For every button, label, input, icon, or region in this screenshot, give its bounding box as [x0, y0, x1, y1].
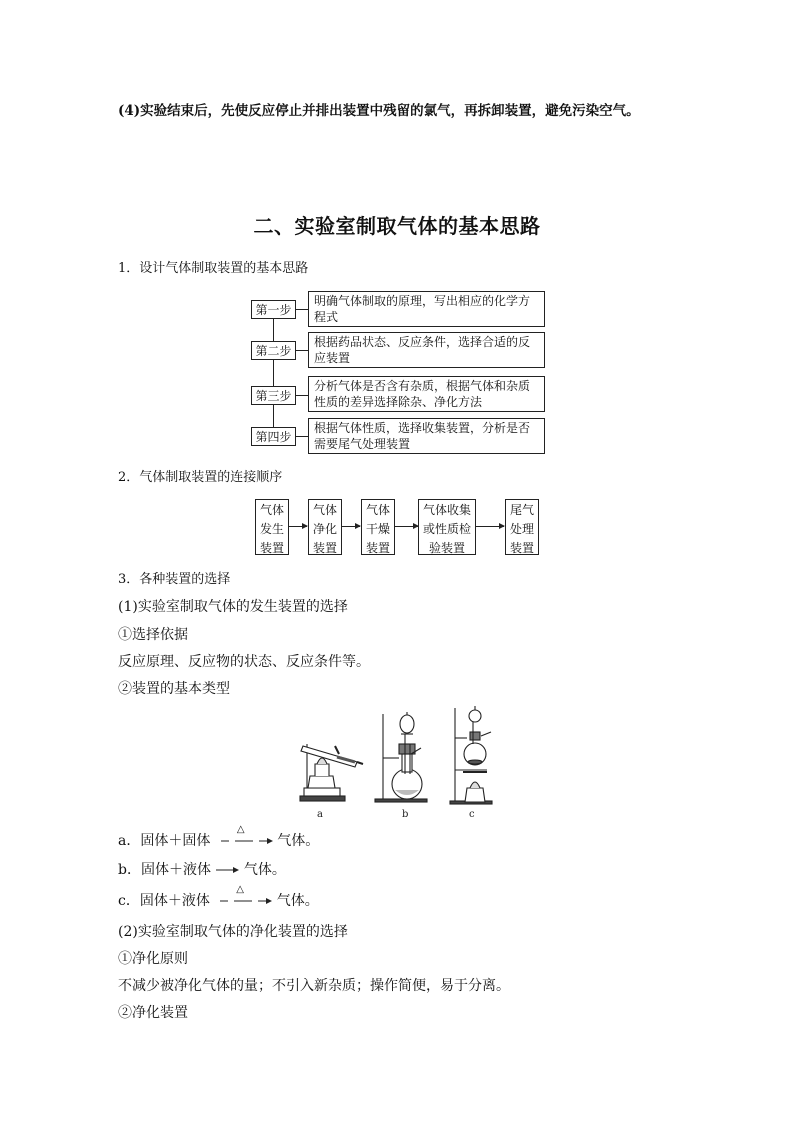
flow-line: 装置 — [365, 541, 390, 555]
step-flowchart — [250, 290, 550, 458]
basis-label: ①选择依据 — [118, 627, 188, 643]
heading-design-approach: 1．设计气体制取装置的基本思路 — [118, 261, 309, 276]
reaction-b — [118, 860, 286, 880]
paragraph-4: (4)实验结束后，先使反应停止并排出装置中残留的氯气，再拆卸装置，避免污染空气。 — [118, 103, 640, 119]
flow-box-purification — [308, 499, 342, 555]
heat-arrow-icon — [214, 884, 272, 911]
step-label-1: 第一步 — [251, 300, 296, 319]
reaction-b-product: 气体。 — [243, 862, 286, 878]
reaction-b-reactants: b．固体＋液体 — [118, 862, 211, 878]
flow-line: 处理 — [509, 522, 534, 536]
flow-line: 气体收集 — [422, 503, 471, 517]
flow-line: 发生 — [259, 522, 284, 536]
apparatus-label-c: c — [469, 809, 475, 820]
flow-arrow — [395, 526, 418, 527]
step-desc-4: 根据气体性质，选择收集装置，分析是否需要尾气处理装置 — [308, 418, 545, 454]
flow-arrow — [289, 526, 307, 527]
subheading-purification: (2)实验室制取气体的净化装置的选择 — [118, 924, 348, 940]
step-desc-2: 根据药品状态、反应条件，选择合适的反应装置 — [308, 332, 545, 368]
reaction-c-reactants: c．固体＋液体 — [118, 893, 210, 909]
apparatus-label-b: b — [402, 809, 409, 820]
flow-line: 尾气 — [509, 503, 534, 517]
step-link-3 — [296, 395, 308, 396]
apparatus-illustration — [295, 704, 505, 820]
apparatus-c — [450, 706, 492, 804]
heat-arrow-icon — [215, 824, 273, 851]
flow-arrow — [476, 526, 504, 527]
purify-text: 不减少被净化气体的量；不引入新杂质；操作简便，易于分离。 — [118, 978, 510, 994]
subheading-generation: (1)实验室制取气体的发生装置的选择 — [118, 599, 348, 615]
flow-line: 装置 — [312, 541, 337, 555]
step-link-1 — [296, 309, 308, 310]
flow-arrow — [342, 526, 360, 527]
flow-line: 干燥 — [365, 522, 390, 536]
basis-text: 反应原理、反应物的状态、反应条件等。 — [118, 654, 370, 670]
heading-device-selection: 3．各种装置的选择 — [118, 572, 231, 587]
step-link-4 — [296, 436, 308, 437]
types-label: ②装置的基本类型 — [118, 681, 230, 697]
flow-line: 气体 — [365, 503, 390, 517]
apparatus-label-a: a — [317, 809, 323, 820]
step-desc-3: 分析气体是否含有杂质，根据气体和杂质性质的差异选择除杂、净化方法 — [308, 376, 545, 412]
flow-line: 气体 — [259, 503, 284, 517]
flow-line: 验装置 — [428, 541, 465, 555]
flow-line: 装置 — [509, 541, 534, 555]
connection-flow — [255, 499, 545, 557]
flow-line: 净化 — [312, 522, 337, 536]
step-link-2 — [296, 350, 308, 351]
flow-box-drying — [361, 499, 395, 555]
flow-box-generation — [255, 499, 289, 555]
step-label-2: 第二步 — [251, 341, 296, 360]
reaction-a — [118, 824, 320, 851]
heat-condition: △ — [236, 884, 244, 895]
flow-line: 气体 — [312, 503, 337, 517]
reaction-c — [118, 884, 319, 911]
flow-line: 装置 — [259, 541, 284, 555]
flow-box-collection — [418, 499, 476, 555]
arrow-icon — [215, 860, 239, 880]
section-title: 二、实验室制取气体的基本思路 — [253, 214, 541, 238]
heading-connection-order: 2．气体制取装置的连接顺序 — [118, 470, 283, 485]
flow-box-tailgas — [505, 499, 539, 555]
reaction-a-reactants: a．固体＋固体 — [118, 833, 211, 849]
device-label: ②净化装置 — [118, 1005, 188, 1021]
step-label-4: 第四步 — [251, 427, 296, 446]
apparatus-b — [375, 712, 427, 802]
step-desc-1: 明确气体制取的原理，写出相应的化学方程式 — [308, 291, 545, 327]
purify-label: ①净化原则 — [118, 951, 188, 967]
step-connector — [273, 318, 274, 436]
reaction-a-product: 气体。 — [277, 833, 320, 849]
heat-condition: △ — [236, 824, 245, 835]
apparatus-a — [300, 744, 363, 801]
reaction-c-product: 气体。 — [276, 893, 319, 909]
step-label-3: 第三步 — [251, 386, 296, 405]
flow-line: 或性质检 — [422, 522, 471, 536]
